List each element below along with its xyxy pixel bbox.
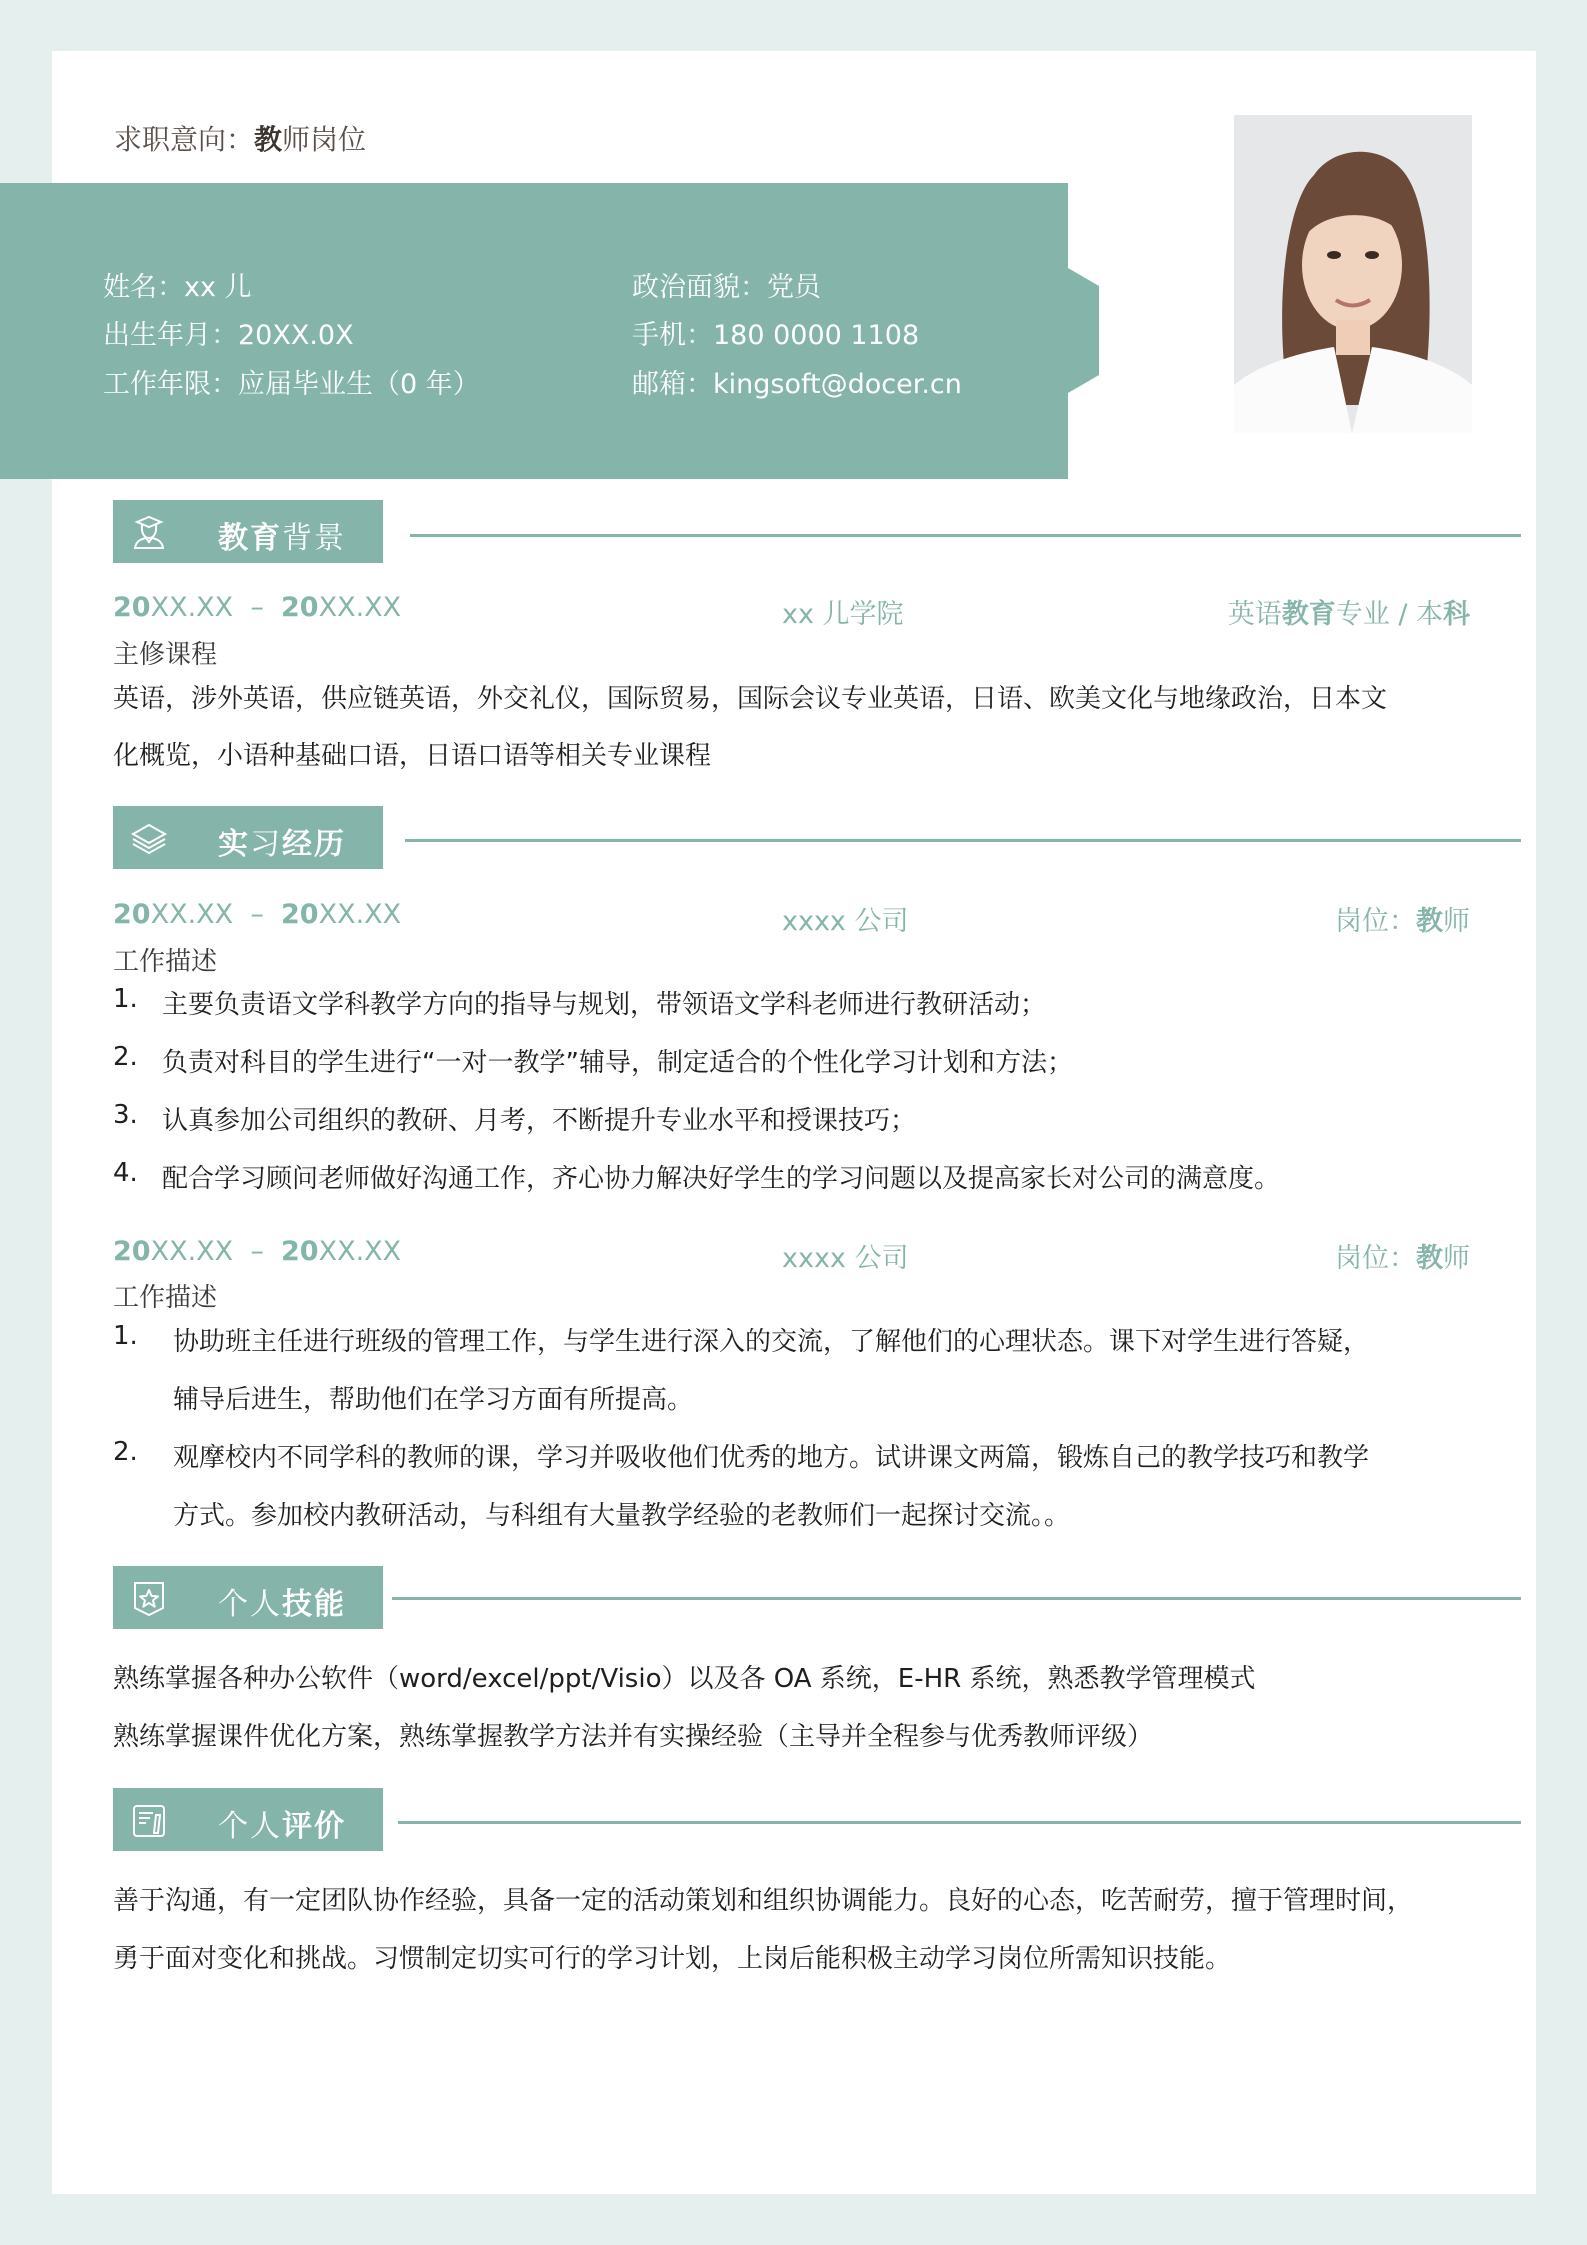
evaluation-line: 善于沟通，有一定团队协作经验，具备一定的活动策划和组织协调能力。良好的心态，吃苦耐劳，擅于管理时间， (113, 1886, 1414, 1916)
job-company: xxxx 公司 (782, 906, 909, 937)
list-number: 2. (113, 1437, 138, 1467)
skill-line: 熟练掌握课件优化方案，熟练掌握教学方法并有实操经验（主导并全程参与优秀教师评级） (113, 1722, 1154, 1752)
job-intent-label: 求职意向： (114, 123, 255, 156)
job-date-range: 20XX.XX – 20XX.XX (113, 1236, 402, 1267)
job-company: xxxx 公司 (782, 1243, 909, 1274)
list-item: 观摩校内不同学科的教师的课，学习并吸收他们优秀的地方。试讲课文两篇，锻炼自己的教学技巧和教学 (173, 1443, 1370, 1473)
job-intent-rest: 师岗位 (282, 123, 367, 156)
list-number: 2. (113, 1042, 138, 1072)
section-divider (392, 1597, 1521, 1600)
list-number: 4. (113, 1158, 138, 1188)
profile-email: 邮箱：kingsoft@docer.cn (632, 369, 962, 400)
section-header-internship (113, 806, 383, 869)
profile-work-years: 工作年限：应届毕业生（0 年） (103, 369, 480, 400)
graduate-icon (129, 512, 169, 552)
profile-birth: 出生年月：20XX.0X (103, 320, 354, 351)
note-icon (129, 1800, 169, 1840)
list-number: 1. (113, 984, 138, 1014)
skill-line: 熟练掌握各种办公软件（word/excel/ppt/Visio）以及各 OA 系统，E-HR 系统，熟悉教学管理模式 (113, 1664, 1256, 1694)
job-desc-label: 工作描述 (113, 1283, 218, 1313)
evaluation-line: 勇于面对变化和挑战。习惯制定切实可行的学习计划，上岗后能积极主动学习岗位所需知识技能。 (113, 1944, 1232, 1974)
job-position: 岗位：教师 (1335, 906, 1470, 937)
profile-photo (1234, 115, 1472, 433)
profile-political: 政治面貌：党员 (632, 272, 821, 303)
courses-line: 英语，涉外英语，供应链英语，外交礼仪，国际贸易，国际会议专业英语，日语、欧美文化与地缘政治，日本文 (113, 684, 1388, 714)
job-intent-bold: 教 (254, 123, 283, 156)
job-date-range: 20XX.XX – 20XX.XX (113, 899, 402, 930)
list-number: 1. (113, 1321, 138, 1351)
section-title-evaluation: 个人评价 (218, 1809, 346, 1844)
courses-label: 主修课程 (113, 640, 218, 670)
list-item: 主要负责语文学科教学方向的指导与规划，带领语文学科老师进行教研活动； (162, 990, 1047, 1020)
edu-date-range: 20XX.XX – 20XX.XX (113, 592, 402, 623)
list-number: 3. (113, 1100, 138, 1130)
list-item-continuation: 辅导后进生，帮助他们在学习方面有所提高。 (173, 1385, 694, 1415)
list-item: 配合学习顾问老师做好沟通工作，齐心协力解决好学生的学习问题以及提高家长对公司的满意度。 (162, 1164, 1281, 1194)
section-header-evaluation (113, 1788, 383, 1851)
section-header-education (113, 500, 383, 563)
job-intent (114, 118, 366, 158)
section-header-skills (113, 1566, 383, 1629)
courses-line: 化概览，小语种基础口语，日语口语等相关专业课程 (113, 741, 712, 771)
job-desc-label: 工作描述 (113, 947, 218, 977)
section-divider (398, 1821, 1521, 1824)
section-divider (405, 839, 1521, 842)
profile-phone: 手机：180 0000 1108 (632, 320, 920, 351)
job-position: 岗位：教师 (1335, 1243, 1470, 1274)
profile-name: 姓名：xx 儿 (103, 272, 252, 303)
list-item: 认真参加公司组织的教研、月考，不断提升专业水平和授课技巧； (162, 1106, 917, 1136)
edu-major: 英语教育专业 / 本科 (1227, 599, 1470, 630)
section-title-education: 教育背景 (218, 521, 346, 556)
list-item-continuation: 方式。参加校内教研活动，与科组有大量教学经验的老教师们一起探讨交流。。 (173, 1501, 1071, 1531)
section-divider (410, 534, 1521, 537)
section-title-skills: 个人技能 (218, 1587, 346, 1622)
layers-icon (129, 818, 169, 858)
section-title-internship: 实习经历 (218, 827, 346, 862)
list-item: 协助班主任进行班级的管理工作，与学生进行深入的交流，了解他们的心理状态。课下对学生进行答疑， (173, 1327, 1370, 1357)
edu-school: xx 儿学院 (782, 599, 904, 630)
list-item: 负责对科目的学生进行“一对一教学”辅导，制定适合的个性化学习计划和方法； (162, 1048, 1073, 1078)
star-badge-icon (129, 1578, 169, 1618)
